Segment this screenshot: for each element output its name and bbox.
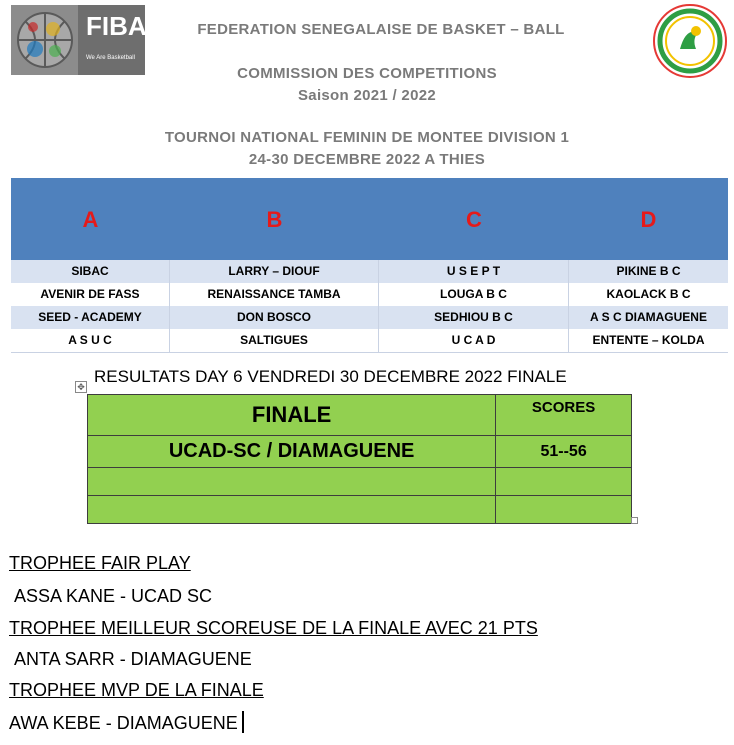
team-cell: AVENIR DE FASS	[11, 283, 170, 306]
season-title: Saison 2021 / 2022	[298, 87, 436, 104]
table-row	[11, 306, 728, 329]
table-row	[88, 436, 632, 468]
commission-title: COMMISSION DES COMPETITIONS	[237, 65, 497, 82]
empty-cell	[88, 496, 496, 524]
federation-title: FEDERATION SENEGALAISE DE BASKET – BALL	[197, 21, 565, 38]
fiba-tagline: We Are Basketball	[86, 55, 135, 61]
fair-play-winner: ASSA KANE - UCAD SC	[14, 586, 213, 606]
scores-label: SCORES	[496, 395, 632, 436]
team-cell: SEDHIOU B C	[379, 306, 569, 329]
team-cell: RENAISSANCE TAMBA	[170, 283, 379, 306]
text-cursor	[242, 711, 244, 733]
final-score: 51--56	[496, 436, 632, 468]
mvp-winner: AWA KEBE - DIAMAGUENE	[9, 713, 238, 733]
group-header-c: C	[466, 207, 482, 232]
group-header-a: A	[82, 207, 99, 232]
team-cell: SEED - ACADEMY	[11, 306, 170, 329]
team-cell: SIBAC	[11, 260, 170, 283]
results-title: RESULTATS DAY 6 VENDREDI 30 DECEMBRE 2022 FINALE	[94, 367, 567, 386]
final-match: UCAD-SC / DIAMAGUENE	[88, 436, 496, 468]
table-row	[11, 329, 728, 353]
team-cell: LOUGA B C	[379, 283, 569, 306]
tournament-title: TOURNOI NATIONAL FEMININ DE MONTEE DIVISION 1	[164, 129, 570, 146]
fair-play-title: TROPHEE FAIR PLAY	[9, 553, 191, 573]
tournament-dates: 24-30 DECEMBRE 2022 A THIES	[248, 151, 486, 168]
top-scorer-winner: ANTA SARR - DIAMAGUENE	[14, 649, 252, 669]
team-cell: KAOLACK B C	[606, 287, 691, 301]
finale-table	[87, 394, 632, 524]
table-row	[11, 283, 728, 306]
groups-header-row	[11, 178, 728, 260]
table-resize-handle[interactable]	[631, 517, 638, 524]
team-cell: A S C DIAMAGUENE	[590, 310, 707, 324]
fiba-word: FIBA	[86, 11, 147, 41]
mvp-title: TROPHEE MVP DE LA FINALE	[9, 680, 264, 700]
mvp-line[interactable]	[9, 711, 244, 734]
team-cell: U C A D	[379, 329, 569, 352]
table-row	[88, 468, 632, 496]
table-row	[88, 395, 632, 436]
table-move-handle-icon[interactable]: ✥	[75, 381, 87, 393]
team-cell: PIKINE B C	[616, 264, 681, 278]
finale-label: FINALE	[88, 395, 496, 436]
team-cell: U S E P T	[379, 260, 569, 283]
table-row	[88, 496, 632, 524]
group-header-b: B	[266, 207, 283, 232]
team-cell: SALTIGUES	[170, 329, 379, 352]
top-scorer-title: TROPHEE MEILLEUR SCOREUSE DE LA FINALE AVEC 21 PTS	[9, 618, 538, 638]
team-cell: LARRY – DIOUF	[170, 260, 379, 283]
empty-cell	[496, 468, 632, 496]
groups-table	[11, 178, 728, 353]
team-cell: A S U C	[11, 329, 170, 352]
table-row	[11, 260, 728, 283]
team-cell: ENTENTE – KOLDA	[592, 333, 705, 347]
empty-cell	[496, 496, 632, 524]
empty-cell	[88, 468, 496, 496]
group-header-d: D	[640, 207, 657, 232]
team-cell: DON BOSCO	[170, 306, 379, 329]
